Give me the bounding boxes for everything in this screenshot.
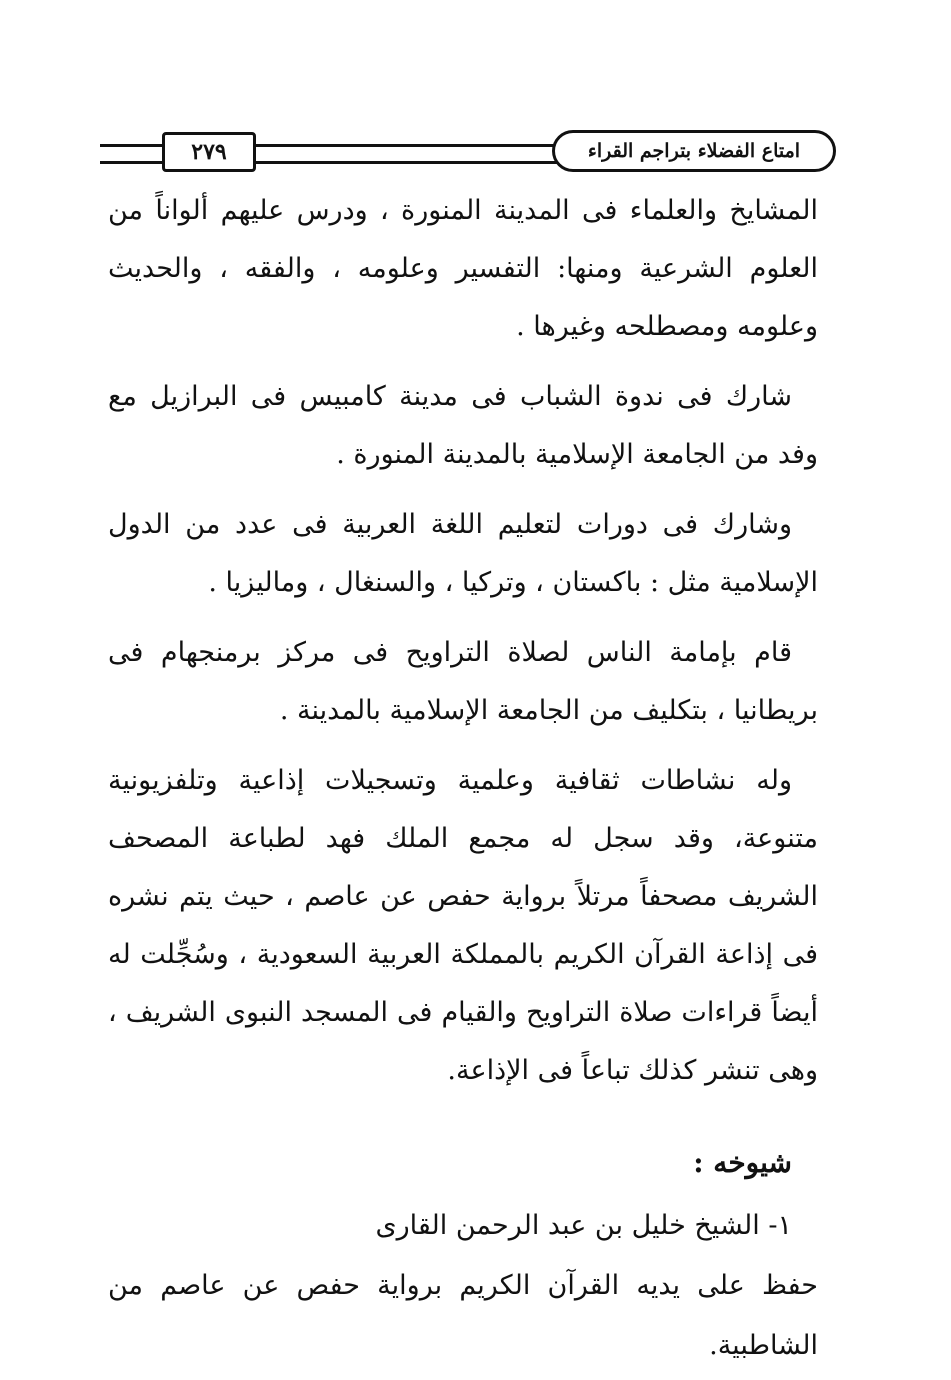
paragraph-3: وشارك فى دورات لتعليم اللغة العربية فى عدد من الدول الإسلامية مثل : باكستان ، وتركيا ، والسنغال ، وماليزيا . (108, 509, 818, 598)
teacher-item-1: ١- الشيخ خليل بن عبد الرحمن القارى (375, 1210, 792, 1241)
page-number: ٢٧٩ (162, 132, 256, 172)
paragraph-5: وله نشاطات ثقافية وعلمية وتسجيلات إذاعية وتلفزيونية متنوعة، وقد سجل له مجمع الملك فهد لطباعة المصحف الشريف مصحفاً مرتلاً برواية حفص عن عاصم ، حيث يتم نشره فى إذاعة القرآن الكريم بالمملكة العربية السعودية ، وسُجِّلت له أيضاً قراءات صلاة التراويح والقيام فى المسجد النبوى الشريف ، وهى تنشر كذلك تباعاً فى الإذاعة. (108, 765, 818, 1086)
paragraph-1: المشايخ والعلماء فى المدينة المنورة ، ودرس عليهم ألواناً من العلوم الشرعية ومنها: التفسير وعلومه ، والفقه ، والحديث وعلومه ومصطلحه وغيرها . (108, 195, 818, 342)
page-body (108, 182, 818, 1376)
page-header (100, 128, 830, 174)
paragraph-4: قام بإمامة الناس لصلاة التراويح فى مركز برمنجهام فى بريطانيا ، بتكليف من الجامعة الإسلامية بالمدينة . (108, 637, 818, 726)
paragraph-2: شارك فى ندوة الشباب فى مدينة كامبيس فى البرازيل مع وفد من الجامعة الإسلامية بالمدينة المنورة . (108, 381, 818, 470)
teacher-item-1-note: حفظ على يديه القرآن الكريم برواية حفص عن عاصم من الشاطبية. (108, 1270, 818, 1361)
section-heading: شيوخه : (693, 1146, 792, 1179)
book-title: امتاع الفضلاء بتراجم القراء (552, 130, 836, 172)
